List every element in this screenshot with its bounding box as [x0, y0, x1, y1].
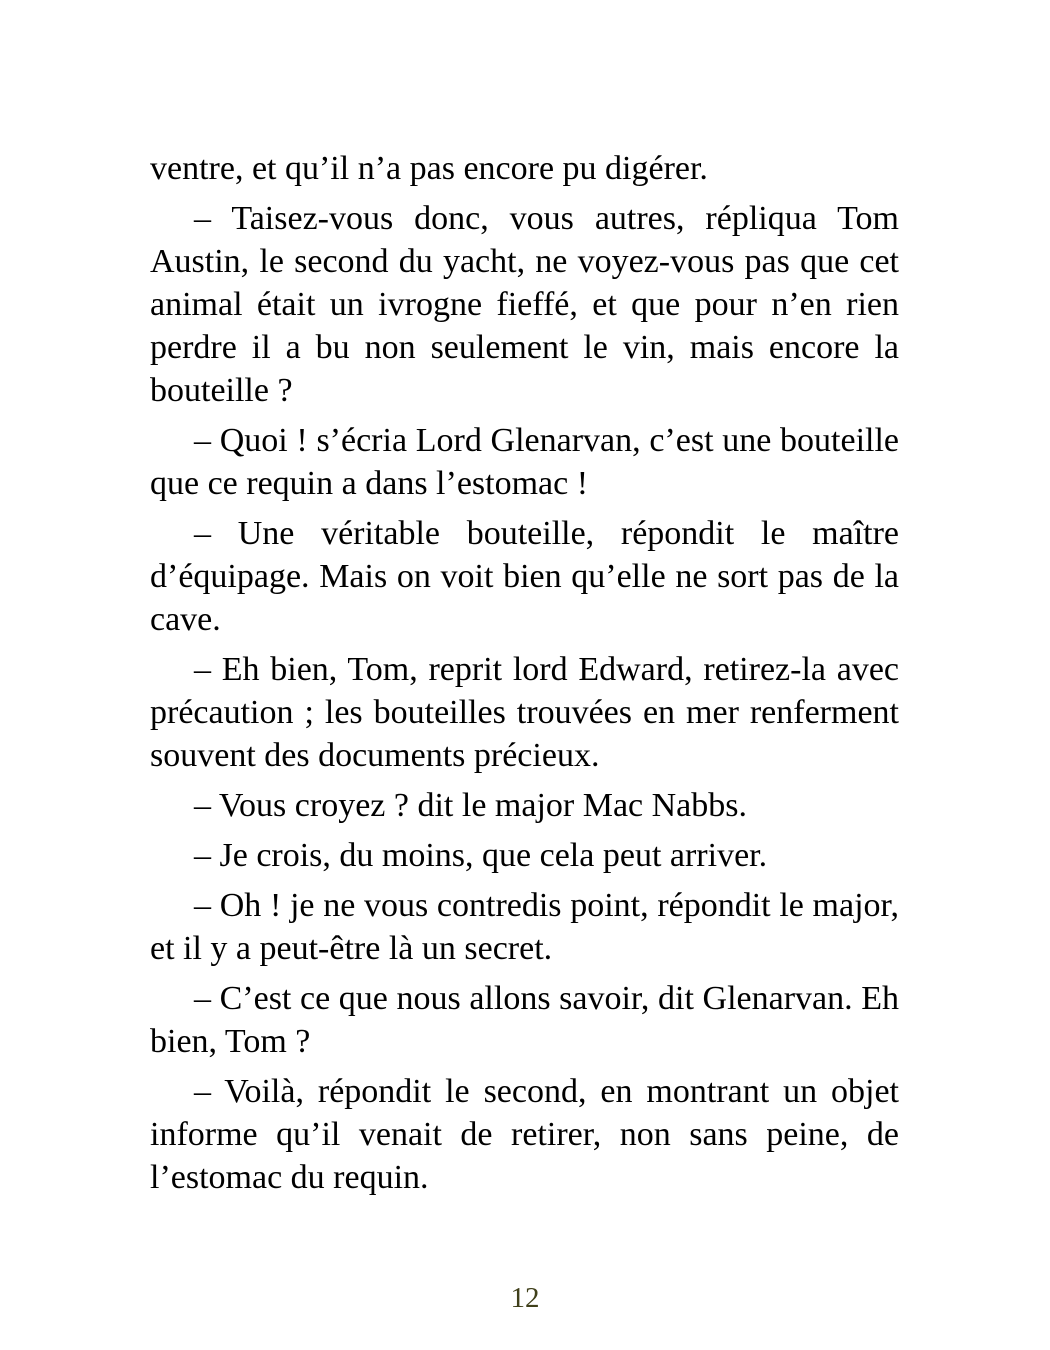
paragraph-dialogue: – Voilà, répondit le second, en montrant un objet informe qu’il venait de retirer, non sans peine, de l’estomac du requin. — [150, 1073, 899, 1196]
paragraph-dialogue: – Taisez-vous donc, vous autres, répliqua Tom Austin, le second du yacht, ne voyez-vous pas que cet animal était un ivrogne fieffé, et que pour n’en rien perdre il a bu non seulement le vin, mais encore la bouteille ? — [150, 200, 899, 409]
paragraph-dialogue: – Eh bien, Tom, reprit lord Edward, retirez-la avec précaution ; les bouteilles trouvées en mer renferment souvent des documents précieux. — [150, 651, 899, 774]
paragraph-dialogue: – Une véritable bouteille, répondit le maître d’équipage. Mais on voit bien qu’elle ne sort pas de la cave. — [150, 515, 899, 638]
paragraph-dialogue: – C’est ce que nous allons savoir, dit Glenarvan. Eh bien, Tom ? — [150, 980, 899, 1060]
paragraph-dialogue: – Vous croyez ? dit le major Mac Nabbs. — [194, 787, 747, 824]
body-text — [150, 147, 899, 1206]
paragraph-dialogue: – Oh ! je ne vous contredis point, répondit le major, et il y a peut-être là un secret. — [150, 887, 899, 967]
paragraph-dialogue: – Je crois, du moins, que cela peut arriver. — [194, 837, 768, 874]
page-number: 12 — [510, 1282, 540, 1314]
paragraph-dialogue: – Quoi ! s’écria Lord Glenarvan, c’est une bouteille que ce requin a dans l’estomac ! — [150, 422, 899, 502]
paragraph-continuation: ventre, et qu’il n’a pas encore pu digérer. — [150, 150, 708, 187]
